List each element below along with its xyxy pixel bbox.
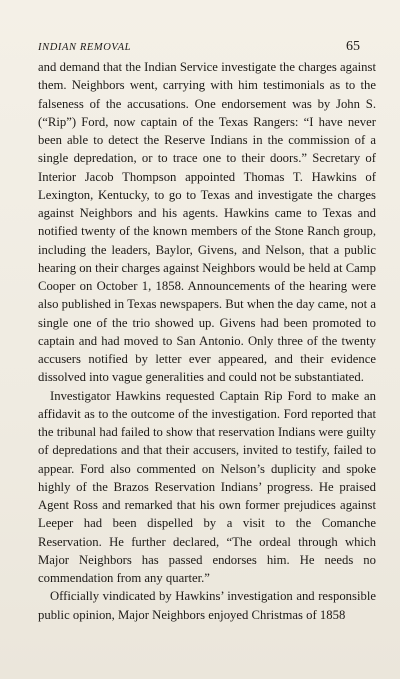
page-header	[38, 40, 374, 58]
page-number: 65	[346, 39, 360, 54]
paragraph-1: and demand that the Indian Service investigate the charges against them. Neighbors went, carrying with him testimonials as to the falseness of the accusations. One endorsement was by John S. (“Rip”) Ford, now captain of the Texas Rangers: “I have never been able to detect the Reserve Indians in the commission of a single depredation, or to trace one to their doors.” Secretary of Interior Jacob Thompson appointed Thomas T. Hawkins of Lexington, Kentucky, to go to Texas and investigate the charges against Neighbors and his agents. Hawkins came to Texas and notified twenty of the known members of the Stone Ranch group, including the leaders, Baylor, Givens, and Nelson, that a public hearing on their charges against Neighbors would be held at Camp Cooper on October 1, 1858. Announcements of the hearing were also published in Texas newspapers. But when the day came, not a single one of the trio showed up. Givens had been promoted to captain and had moved to San Antonio. Only three of the twenty accusers notified by letter ever appeared, and their evidence dissolved into vague generalities and could not be substantiated.	[38, 60, 377, 385]
paragraph-3: Officially vindicated by Hawkins’ investigation and responsible public opinion, Major Neighbors enjoyed Christmas of 1858	[38, 589, 376, 622]
body-text	[38, 58, 376, 624]
running-head: INDIAN REMOVAL	[38, 42, 132, 53]
paragraph-2: Investigator Hawkins requested Captain Rip Ford to make an affidavit as to the outcome of the investigation. Ford reported that the tribunal had failed to show that reservation Indians were guilty of depredations and that their accusers, invited to testify, failed to appear. Ford also commented on Nelson’s duplicity and spoke highly of the Brazos Reservation Indians’ progress. He praised Agent Ross and remarked that his own former prejudices against Leeper had been dispelled by a visit to the Comanche Reservation. He further declared, “The ordeal through which Major Neighbors has passed endorses him. He needs no commendation from any quarter.”	[38, 388, 376, 585]
